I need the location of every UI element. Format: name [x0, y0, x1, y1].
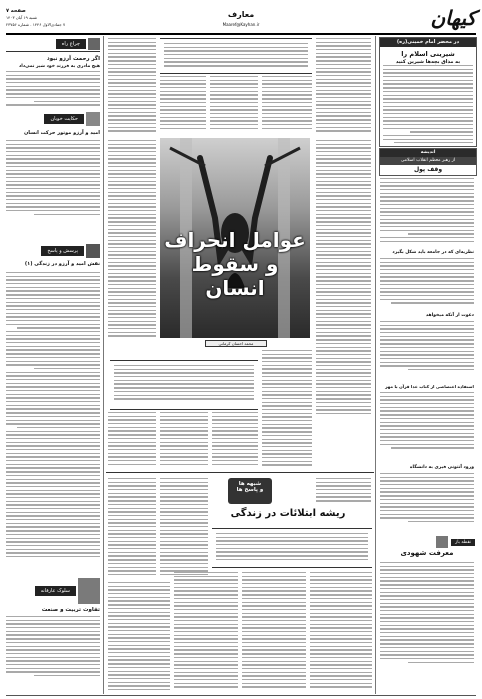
- box-heading-label: چراغ راه: [56, 39, 86, 49]
- box-heading: [6, 112, 100, 126]
- lamp-icon: [88, 38, 100, 50]
- body-text: [6, 616, 100, 692]
- candle-icon: [436, 536, 448, 548]
- item-title: دعوت از آنکه میخواهد: [425, 313, 474, 318]
- page-number: صفحه ۷: [6, 8, 26, 14]
- mystic-figure-icon: [78, 578, 100, 604]
- article-column: [242, 572, 306, 692]
- article-column: [316, 478, 371, 506]
- feather-icon: [86, 112, 100, 126]
- article-column: [262, 350, 312, 470]
- box-heading: در محضر امام خمینی(ره): [380, 38, 476, 47]
- item-text: [380, 392, 474, 462]
- article-column: [108, 140, 156, 340]
- item-title: استفاده اختصاصی از کتاب خدا قرآن با مهر: [385, 384, 474, 389]
- footer-rule: [6, 695, 476, 696]
- pull-quote: [110, 360, 258, 410]
- article-column: [210, 76, 258, 136]
- second-intro-quote: [212, 528, 372, 568]
- imam-khomeini-box: [379, 37, 477, 147]
- article-column: [108, 412, 156, 470]
- section-subtitle: Maaref@Kayhan.ir: [222, 22, 260, 27]
- logo-text: کیهان: [430, 6, 476, 30]
- article-column: [310, 572, 372, 692]
- badge-line-2: و پاسخ ها: [236, 487, 264, 493]
- date-line: شنبه ۱۹ آبان ۱۴۰۳: [6, 15, 38, 20]
- intro-quote: [160, 38, 312, 74]
- box-title: وقف پول: [413, 166, 443, 173]
- article-column: [160, 76, 206, 136]
- section-title: معارف: [227, 10, 255, 19]
- box-title: تفاوت تربیت و صنعت: [41, 607, 100, 613]
- article-column: [108, 582, 170, 692]
- hekayat-box: [6, 112, 100, 242]
- body-text: [383, 65, 473, 143]
- box-heading-label: نقطه باز: [451, 539, 475, 546]
- article-column: [160, 478, 208, 578]
- box-subtitle: هیچ مادری به فرزند خود شیر نمی‌داد: [19, 64, 100, 69]
- box-heading: [6, 244, 100, 258]
- box-subheading: از رهبر معظم انقلاب اسلامی: [380, 157, 476, 165]
- item-text: [380, 473, 474, 533]
- box-title: نقش امید و آرزو در زندگی (۱): [24, 261, 100, 267]
- article-column: [212, 412, 258, 470]
- badge-line-1: شبهه ها: [238, 481, 262, 487]
- box-heading: اندیشه: [380, 149, 476, 157]
- question-icon: [86, 244, 100, 258]
- column-separator: [103, 36, 104, 694]
- main-headline: [160, 228, 310, 300]
- box-heading: [6, 578, 100, 604]
- item-text: [380, 258, 474, 310]
- item-title: نظریه‌ای که در جامعه باید شکل بگیرد: [392, 250, 474, 255]
- page-header: [6, 8, 476, 34]
- article-column: [108, 38, 156, 136]
- article-column: [316, 38, 371, 136]
- second-headline: ریشه ابتلائات در زندگی: [230, 508, 346, 519]
- headline-line-2: و سقوط انسان: [191, 252, 279, 300]
- intro-text: [164, 43, 308, 71]
- newspaper-logo: [406, 6, 476, 32]
- box-title: معرفت شهودی: [400, 549, 454, 557]
- porsesh-pasokh-box: [6, 244, 100, 566]
- body-text: [6, 272, 100, 564]
- box-heading: [379, 536, 475, 548]
- body-text: [6, 71, 100, 109]
- byline: محمد احسان کرمانی: [205, 340, 267, 347]
- item-text: [380, 321, 474, 381]
- column-separator: [375, 36, 376, 694]
- box-title-2: به مذاق بچه‌ها شیرین کنید: [395, 59, 461, 65]
- qa-badge: [228, 478, 272, 504]
- box-title: اگر رحمت آرزو نبود: [46, 56, 100, 62]
- article-column: [160, 412, 208, 470]
- intro-text: [216, 533, 368, 563]
- article-separator: [106, 472, 374, 473]
- body-text: [6, 140, 100, 240]
- pull-quote-text: [114, 365, 254, 405]
- box-heading-label: سلوک عارفانه: [35, 586, 76, 596]
- shohudi-text: [380, 562, 474, 692]
- box-heading-label: پرسش و پاسخ: [41, 246, 84, 256]
- soluk-arefane-box: [6, 578, 100, 693]
- item-title: ورود آنتونی فیزی به دانشگاه: [409, 465, 474, 470]
- article-column: [174, 572, 238, 692]
- leader-quote-box: [379, 148, 477, 176]
- box-title: شیرینی اسلام را: [401, 50, 455, 58]
- article-column: [262, 76, 312, 136]
- chiragh-rah-box: [6, 37, 100, 109]
- leader-text: [380, 178, 474, 248]
- article-column: [316, 140, 371, 420]
- date-line-2: ۷ جمادی‌الاول ۱۴۴۶ . شماره ۲۳۷۵۶: [6, 22, 66, 27]
- article-column: [108, 478, 156, 578]
- headline-line-1: عوامل انحراف: [164, 228, 306, 252]
- box-heading-label: حکایت خوبان: [44, 114, 84, 124]
- box-title: امید و آرزو موتور حرکت انسان: [24, 130, 100, 136]
- header-rule: [6, 33, 476, 35]
- shohudi-box: [379, 536, 475, 560]
- box-heading: [6, 37, 100, 52]
